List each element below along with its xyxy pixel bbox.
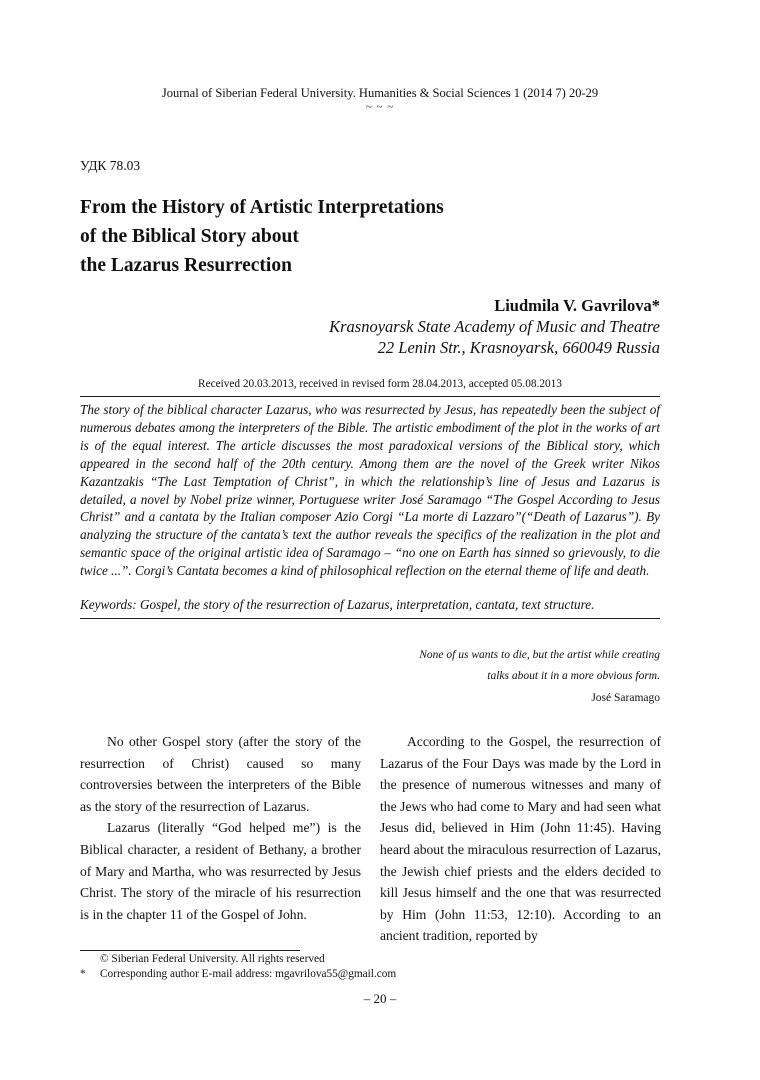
corresponding-email: Corresponding author E-mail address: mgavrilova55@gmail.com — [100, 968, 397, 980]
paragraph: Lazarus (literally “God helped me”) is the Biblical character, a resident of Bethany, a brother of Mary and Martha, who was resurrected by Jesus Christ. The story of the miracle of his resurrection is in the chapter 11 of the Gospel of John. — [80, 820, 361, 922]
title-line-3: the Lazarus Resurrection — [80, 255, 292, 276]
footnote-copyright — [80, 953, 480, 969]
keywords: Keywords: Gospel, the story of the resurrection of Lazarus, interpretation, cantata, text structure. — [80, 597, 595, 612]
footnote-corresponding — [80, 968, 480, 984]
abstract-top-rule — [80, 396, 660, 397]
title-line-2: of the Biblical Story about — [80, 226, 299, 247]
epigraph-line-1: None of us wants to die, but the artist while creating — [419, 649, 660, 661]
udk-code: УДК 78.03 — [80, 158, 141, 173]
author-name: Liudmila V. Gavrilova* — [494, 296, 660, 315]
copyright-text: © Siberian Federal University. All rights reserved — [100, 953, 325, 965]
title-line-1: From the History of Artistic Interpretations — [80, 197, 444, 218]
paragraph: No other Gospel story (after the story of the resurrection of Christ) caused so many controversies between the interpreters of the Bible as the story of the resurrection of Lazarus. — [80, 734, 361, 814]
abstract-bottom-rule — [80, 618, 660, 619]
body-column-right — [380, 731, 661, 947]
author-affiliation — [329, 316, 660, 358]
page-number: – 20 – — [363, 991, 397, 1006]
abstract: The story of the biblical character Lazarus, who was resurrected by Jesus, has repeatedly been the subject of numerous debates among the interpreters of the Bible. The artistic embodiment of the plot in the works of art is of the equal interest. The article discusses the most paradoxical versions of the Biblical story, which appeared in the second half of the 20th century. Among them are the novel of the Greek writer Nikos Kazantzakis “The Last Temptation of Christ”, in which the relationship’s line of Jesus and Lazarus is detailed, a novel by Nobel prize winner, Portuguese writer José Saramago “The Gospel According to Jesus Christ” and a cantata by the Italian composer Azio Corgi “La morte di Lazzaro”(“Death of Lazarus”). By analyzing the structure of the cantata’s text the author reveals the specifics of the realization in the plot and semantic space of the original artistic idea of Saramago – “no one on Earth has sinned so grievously, to die twice ...”. Corgi’s Cantata becomes a kind of philosophical reflection on the eternal theme of life and death. — [80, 402, 660, 579]
header-ornament: ~ ~ ~ — [365, 101, 395, 113]
epigraph-line-2: talks about it in a more obvious form. — [487, 670, 660, 682]
journal-header: Journal of Siberian Federal University. Humanities & Social Sciences 1 (2014 7) 20-29 — [161, 86, 599, 100]
article-title — [80, 193, 600, 280]
received-dates: Received 20.03.2013, received in revised form 28.04.2013, accepted 05.08.2013 — [198, 378, 562, 390]
footnote-marker: * — [80, 968, 86, 980]
paragraph: According to the Gospel, the resurrection of Lazarus of the Four Days was made by the Lord in the presence of numerous witnesses and many of the Jews who had come to Mary and had seen what Jesus did, believed in Him (John 11:45). Having heard about the miraculous resurrection of Lazarus, the Jewish chief priests and the elders decided to kill Jesus himself and the one that was resurrected by Him (John 11:53, 12:10). According to an ancient tradition, reported by — [380, 734, 661, 944]
footnote-rule — [80, 950, 300, 951]
body-column-left — [80, 731, 361, 925]
affiliation-line-2: 22 Lenin Str., Krasnoyarsk, 660049 Russia — [377, 338, 660, 357]
affiliation-line-1: Krasnoyarsk State Academy of Music and Theatre — [329, 317, 660, 336]
epigraph-author: José Saramago — [591, 692, 660, 704]
